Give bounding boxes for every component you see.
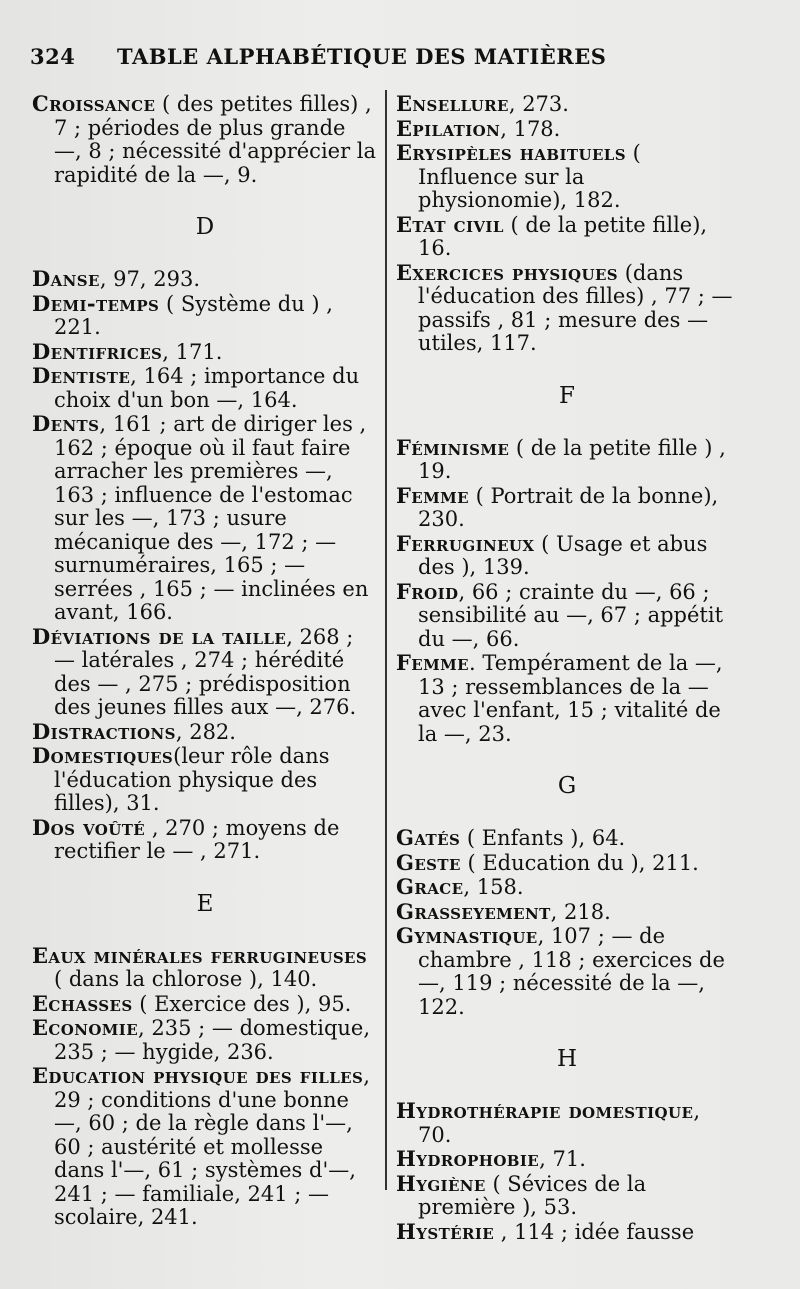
section-letter-g: G (557, 773, 577, 799)
section-letter-d: D (195, 214, 215, 240)
section-letter-f: F (559, 382, 575, 409)
section-letter-e: E (196, 890, 214, 917)
entry-term: Femme (396, 482, 469, 508)
index-entry (396, 924, 738, 1019)
entry-term: Dents (32, 411, 100, 436)
entry-term: Danse (32, 266, 100, 291)
entry-text: ( Usage et abus des ), 139. (418, 531, 708, 579)
entry-text: ( des petites filles) , 7 ; périodes de plus grande —, 8 ; nécessité d'apprécier la rapidité de la —, 9. (54, 92, 377, 187)
entry-text: ( Enfants ), 64. (460, 826, 626, 850)
entry-group (32, 944, 378, 1230)
entry-term: Féminisme (396, 434, 510, 460)
entry-text: , 273. (508, 92, 569, 116)
entry-term: Grasseyement (396, 898, 551, 924)
entry-term: Etat civil (396, 211, 504, 237)
index-entry (32, 412, 378, 625)
section-letter-h: H (556, 1046, 578, 1072)
entry-term: Distractions (32, 718, 176, 744)
index-entry (396, 261, 738, 356)
entry-text: ( Education du ), 211. (460, 850, 699, 875)
index-entry (396, 92, 738, 117)
left-column (32, 92, 378, 1230)
index-entry (396, 1099, 738, 1147)
entry-term: Croissance (32, 91, 156, 116)
column-rule (385, 90, 387, 1190)
entry-text: , 171. (162, 339, 223, 364)
index-entry (32, 816, 378, 864)
entry-text: ( Influence sur la physionomie), 182. (418, 141, 641, 212)
index-entry (396, 1147, 738, 1172)
entry-text: , 97, 293. (99, 267, 201, 291)
entry-group (396, 826, 738, 1019)
entry-term: Education physique des filles (32, 1063, 364, 1088)
entry-term: Gymnastique (396, 923, 538, 948)
entry-text: ( dans la chlorose ), 140. (54, 967, 318, 991)
index-entry (32, 744, 378, 816)
right-column (396, 92, 738, 1244)
index-entry (32, 267, 378, 292)
entry-term: Hydrophobie (396, 1146, 540, 1171)
index-entry (32, 992, 378, 1017)
entry-term: Grace (396, 874, 464, 899)
entry-group (396, 92, 738, 356)
index-entry (32, 720, 378, 745)
entry-text: , 268 ; — latérales , 274 ; hérédité des — , 275 ; prédisposition des jeunes filles aux —, 276. (54, 624, 357, 719)
entry-term: Domestiques (32, 743, 174, 768)
index-entry (32, 1016, 378, 1064)
entry-text: , 282. (175, 719, 236, 744)
entry-term: Hydrothérapie domestique (396, 1098, 694, 1123)
entry-term: Exercices physiques (396, 259, 619, 285)
entry-term: Ferrugineux (396, 530, 535, 556)
entry-text: , 114 ; idée fausse (494, 1219, 695, 1244)
entry-text: , 161 ; art de diriger les , 162 ; époque où il faut faire arracher les premières —, 163 ; influence de l'estomac sur les —, 173 ; usure mécanique des —, 172 ; — surnuméraires, 165 ; — serrées , 165 ; — inclinées en avant, 166. (54, 412, 369, 624)
entry-text: ( Système du ) , 221. (54, 291, 333, 339)
entry-term: Hystérie (396, 1218, 495, 1244)
entry-term: Eaux minérales ferrugineuses (32, 942, 368, 968)
index-entry (396, 1220, 738, 1245)
entry-text: ( de la petite fille ) , 19. (418, 435, 726, 483)
entry-text: , 178. (500, 116, 561, 141)
entry-group (32, 92, 378, 187)
entry-group (396, 1099, 738, 1244)
index-entry (32, 1064, 378, 1230)
entry-term: Hygiène (396, 1170, 486, 1196)
index-entry (32, 92, 378, 187)
entry-group (396, 436, 738, 747)
index-entry (396, 580, 738, 652)
entry-text: , 70. (418, 1099, 700, 1147)
index-entry (396, 851, 738, 876)
entry-text: ( Portrait de la bonne), 230. (418, 483, 719, 531)
entry-term: Froid (396, 578, 459, 604)
entry-text: , 107 ; — de chambre , 118 ; exercices de —, 119 ; nécessité de la —, 122. (418, 924, 725, 1019)
index-entry (396, 532, 738, 580)
entry-text: (dans l'éducation des filles) , 77 ; — passifs , 81 ; mesure des — utiles, 117. (418, 260, 733, 355)
entry-text: (leur rôle dans l'éducation physique des filles), 31. (54, 744, 330, 815)
entry-term: Dentifrices (32, 338, 163, 364)
index-entry (396, 1172, 738, 1220)
running-title: TABLE ALPHABÉTIQUE DES MATIÈRES (117, 44, 607, 69)
entry-text: , 71. (539, 1147, 586, 1171)
entry-text: , 164 ; importance du choix d'un bon —, 164. (54, 364, 360, 412)
index-entry (396, 875, 738, 900)
entry-text: ( Exercice des ), 95. (132, 991, 352, 1016)
index-entry (32, 944, 378, 992)
entry-term: Femme (396, 650, 469, 675)
entry-term: Ensellure (396, 91, 509, 116)
page-number: 324 (30, 44, 76, 69)
entry-text: , 218. (550, 899, 611, 924)
entry-text: , 158. (463, 875, 524, 899)
entry-term: Geste (396, 849, 461, 875)
index-entry (396, 141, 738, 213)
index-entry (396, 651, 738, 746)
index-entry (396, 117, 738, 142)
index-entry (396, 826, 738, 851)
entry-text: ( Sévices de la première ), 53. (418, 1171, 647, 1219)
index-entry (396, 900, 738, 925)
entry-term: Economie (32, 1015, 139, 1040)
index-entry (396, 213, 738, 261)
entry-term: Echasses (32, 990, 133, 1016)
index-entry (396, 436, 738, 484)
entry-text: , 270 ; moyens de rectifier le — , 271. (54, 815, 340, 863)
entry-term: Dentiste (32, 363, 131, 388)
entry-term: Epilation (396, 115, 501, 141)
index-entry (32, 625, 378, 720)
entry-text: ( de la petite fille), 16. (418, 212, 708, 260)
entry-group (32, 267, 378, 864)
index-entry (396, 484, 738, 532)
entry-text: . Tempérament de la —, 13 ; ressemblances de la — avec l'enfant, 15 ; vitalité de la —, 23. (418, 651, 723, 746)
entry-text: , 66 ; crainte du —, 66 ; sensibilité au —, 67 ; appétit du —, 66. (418, 579, 724, 651)
entry-term: Erysipèles habituels (396, 140, 626, 165)
entry-text: , 29 ; conditions d'une bonne —, 60 ; de la règle dans l'—, 60 ; austérité et mollesse dans l'—, 61 ; systèmes d'—, 241 ; — familiale, 241 ; — scolaire, 241. (54, 1064, 370, 1229)
index-entry (32, 292, 378, 340)
entry-term: Dos voûté (32, 814, 146, 840)
entry-term: Déviations de la taille (32, 623, 287, 649)
index-entry (32, 340, 378, 365)
index-entry (32, 364, 378, 412)
entry-term: Demi-temps (32, 290, 160, 316)
entry-term: Gatés (396, 825, 461, 850)
entry-text: , 235 ; — domestique, 235 ; — hygide, 236. (54, 1016, 371, 1064)
